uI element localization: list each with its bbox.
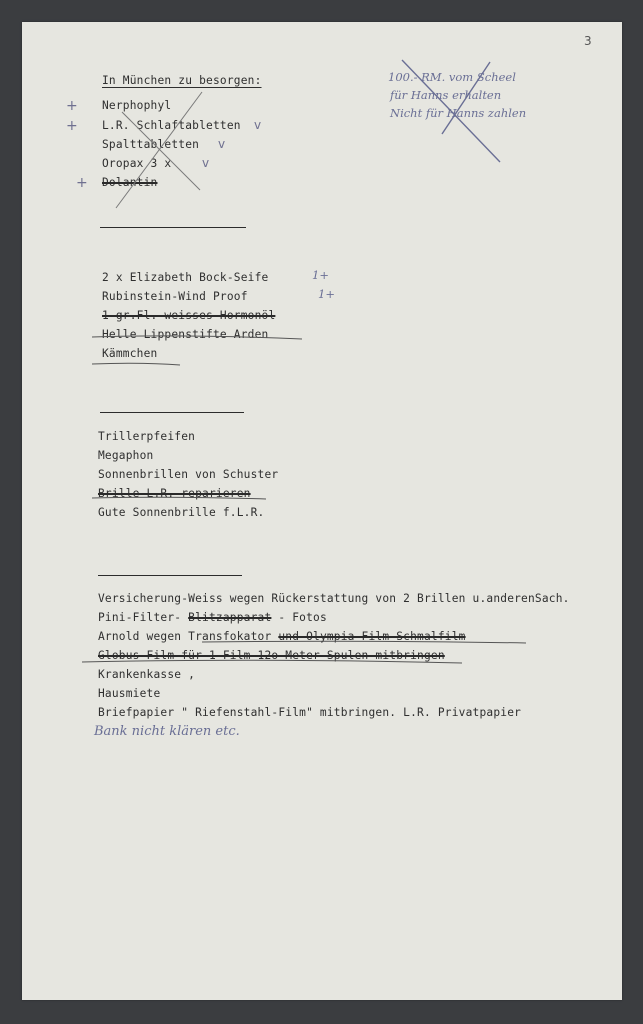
document-page (22, 22, 622, 1000)
underline-stroke (92, 363, 180, 365)
list-item: Hausmiete (98, 687, 161, 700)
slash-stroke (116, 92, 202, 208)
text-fragment: Arnold wegen Transfokator (98, 630, 272, 643)
check-mark: v (254, 118, 262, 132)
text-fragment: Pini-Filter- (98, 611, 182, 624)
handwritten-note-line: Nicht für Hanns zahlen (390, 106, 527, 120)
plus-mark: + (66, 118, 78, 134)
handwritten-count: 1+ (312, 268, 329, 282)
list-item: Rubinstein-Wind Proof (102, 290, 248, 303)
text-fragment-struck: und Olympia-Film-Schmalfilm (278, 630, 466, 643)
list-item: Brille L.R. reparieren (98, 487, 251, 500)
list-item: 1 gr.Fl. weisses Hormonöl (102, 309, 276, 322)
check-mark: v (202, 156, 210, 170)
cross-stroke (442, 62, 490, 134)
handwritten-count: 1+ (318, 287, 335, 301)
list-item: 2 x Elizabeth Bock-Seife (102, 271, 269, 284)
handwritten-note-line: 100.- RM. vom Scheel (388, 70, 516, 84)
pen-annotations (22, 22, 622, 1000)
plus-mark: + (76, 175, 88, 191)
underline-stroke (92, 336, 302, 339)
slash-stroke (122, 112, 200, 190)
list-item: Versicherung-Weiss wegen Rückerstattung von 2 Brillen u.anderenSach. (98, 592, 570, 605)
underline-stroke (92, 497, 266, 499)
handwritten-note: Bank nicht klären etc. (94, 724, 240, 739)
text-fragment: - Fotos (278, 611, 327, 624)
list-item: L.R. Schlaftabletten (102, 119, 241, 132)
list-item: Nerphophyl (102, 99, 172, 112)
list-item: Sonnenbrillen von Schuster (98, 468, 279, 481)
list-item: Gute Sonnenbrille f.L.R. (98, 506, 265, 519)
list-item: Krankenkasse , (98, 668, 196, 681)
text-fragment-struck: Blitzapparat (188, 611, 272, 624)
list-item: Dolantin (102, 176, 158, 189)
list-item: Spalttabletten (102, 138, 200, 151)
page-number: 3 (584, 34, 592, 48)
list-item: Briefpapier " Riefenstahl-Film" mitbringen. L.R. Privatpapier (98, 706, 522, 719)
plus-mark: + (66, 98, 78, 114)
handwritten-note-line: für Hanns erhalten (390, 88, 502, 102)
underline-stroke (82, 660, 462, 663)
section-heading: In München zu besorgen: (102, 74, 262, 87)
cross-stroke (402, 60, 500, 162)
list-item: Helle Lippenstifte Arden (102, 328, 269, 341)
underline-stroke (202, 641, 526, 643)
list-item: Oropax 3 x (102, 157, 172, 170)
list-item: Globus-Film für 1 Film 12o Meter Spulen mitbringen (98, 649, 445, 662)
check-mark: v (218, 137, 226, 151)
list-item: Megaphon (98, 449, 154, 462)
list-item: Kämmchen (102, 347, 158, 360)
list-item: Trillerpfeifen (98, 430, 196, 443)
